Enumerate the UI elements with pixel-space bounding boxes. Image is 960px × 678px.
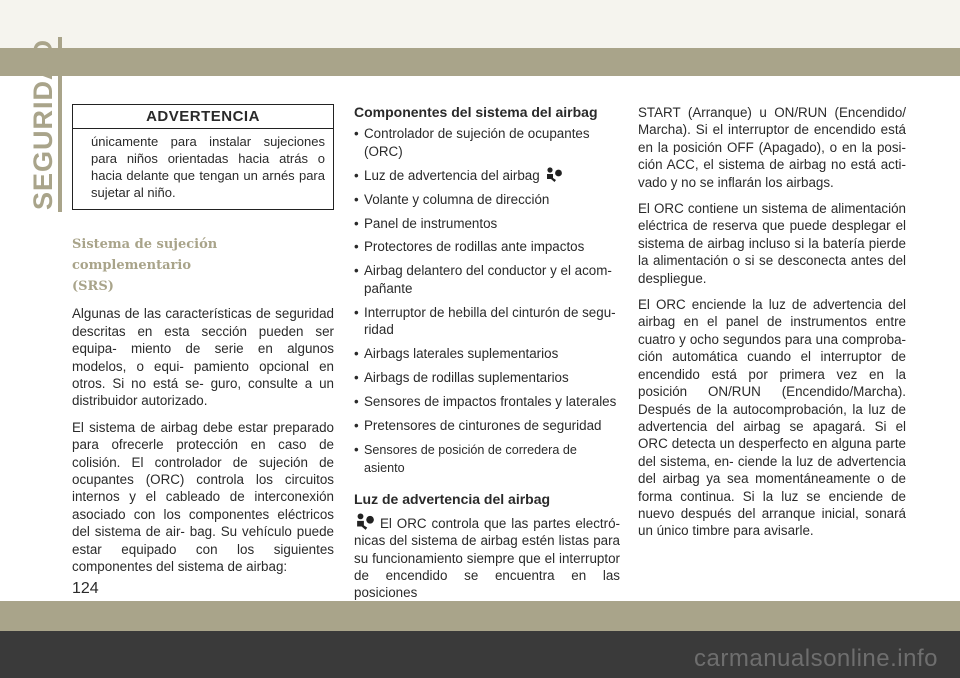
list-item: • Airbags de rodillas suplementarios [354,369,569,385]
col3-paragraph-1: START (Arranque) u ON/RUN (Encendido/ Marcha). Si el interruptor de encendido está en la posición OFF (Apagado), o en la posi- ción ACC, el sistema de airbag no está acti- vado y no se inflarán los airbags. [638,105,906,190]
list-item: • Airbag delantero del conductor y el acom- pañante [354,263,612,296]
airbag-warning-icon [354,513,376,531]
warning-box [72,104,334,210]
list-item: • Panel de instrumentos [354,215,498,231]
top-accent-bar [0,48,960,76]
warning-light-paragraph: El ORC controla que las partes electró- nicas del sistema de airbag estén listas para su funcionamiento siempre que el interruptor de encendido se encuentra en las posiciones [354,513,620,602]
list-item: • Sensores de posición de corredera de asiento [354,441,577,475]
components-heading: Componentes del sistema del airbag [354,104,598,120]
column-2 [354,104,620,611]
bottom-accent-bar [0,601,960,631]
page-number: 124 [72,580,99,597]
col3-paragraph-2: El ORC contiene un sistema de alimentación eléctrica de reserva que puede desplegar el sistema de airbag incluso si la batería pierde la alimentación o si se desconecta antes del despliegue. [638,201,906,286]
components-list [354,125,620,477]
list-item: • Interruptor de hebilla del cinturón de segu- ridad [354,304,616,338]
list-item: • Luz de advertencia del airbag [354,167,620,184]
col3-paragraph-3: El ORC enciende la luz de advertencia del airbag en el panel de instrumentos entre cuatro y ocho segundos para una comproba- ción automática cuando el interruptor de encendido está por primera vez en la posición ON/RUN (Encendido/Marcha). Después de la autocomprobación, la luz de advertencia del airbag se apagará. Si el ORC detecta un desperfecto en alguna parte del sistema, en- ciende la luz de advertencia del airbag ya sea momentáneamente o de forma continua. Si la luz se enciende de nuevo después del arranque inicial, sonará un único timbre para avisarle. [638,297,906,539]
list-item: • Sensores de impactos frontales y laterales [354,393,617,409]
airbag-warning-icon [545,167,563,183]
srs-paragraph-1: Algunas de las características de seguridad descritas en esta sección pueden ser equipa- miento de serie en algunos modelos, o equi- pamiento opcional en otros. Si no está se- guro, consulte a un distribuidor autorizado. [72,306,334,409]
watermark-text: carmanualsonline.info [694,645,938,672]
warning-light-heading: Luz de advertencia del airbag [354,491,551,508]
srs-paragraph-2: El sistema de airbag debe estar preparado para ofrecerle protección en caso de colisión. El controlador de sujeción de ocupantes (ORC) controla los circuitos internos y el cableado de interconexión asociado con los componentes eléctricos del sistema de air- bag. Su vehículo puede estar equipado con los siguientes componentes del sistema de airbag: [72,419,334,575]
column-1 [72,104,334,585]
warning-text: únicamente para instalar sujeciones para niños orientadas hacia atrás o hacia delante que tengan un arnés para sujetar al niño. [91,134,325,201]
column-3 [638,104,906,549]
section-side-tab: SEGURIDAD [28,37,62,212]
list-item: • Pretensores de cinturones de seguridad [354,417,602,433]
srs-heading-line1: Sistema de sujeción complementario [72,237,218,274]
list-item: • Volante y columna de dirección [354,191,550,207]
srs-heading-line2: (SRS) [72,279,114,295]
srs-heading [72,234,334,297]
list-item: • Protectores de rodillas ante impactos [354,239,585,255]
list-item: • Airbags laterales suplementarios [354,345,559,361]
list-item: • Controlador de sujeción de ocupantes (ORC) [354,126,590,159]
warning-title: ADVERTENCIA [73,105,333,129]
top-band [0,0,960,76]
